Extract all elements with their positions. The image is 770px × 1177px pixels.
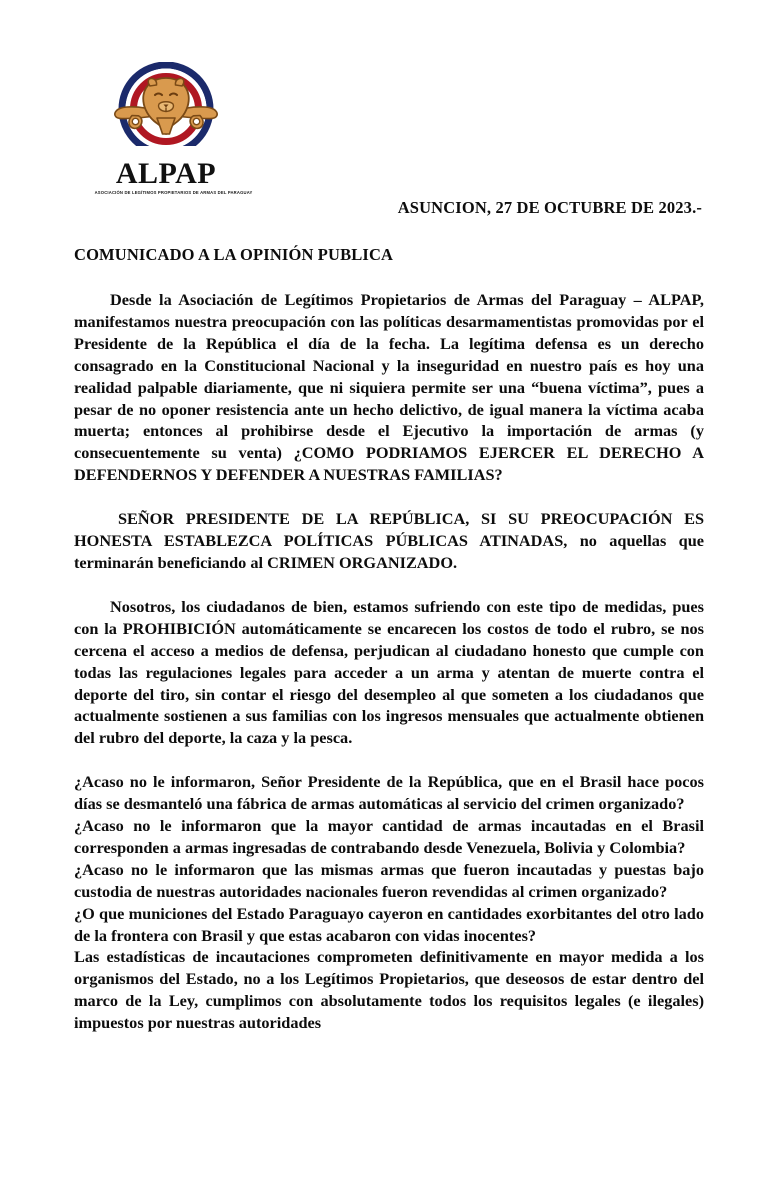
dateline: ASUNCION, 27 DE OCTUBRE DE 2023.- xyxy=(397,198,702,217)
question-4: ¿O que municiones del Estado Paraguayo cayeron en cantidades exorbitantes del otro lado de la frontera con Brasil y que estas acabaron con vidas inocentes? xyxy=(74,903,704,945)
question-1: ¿Acaso no le informaron, Señor Presidente de la República, que en el Brasil hace pocos días se desmanteló una fábrica de armas automáticas al servicio del crimen organizado? xyxy=(74,772,704,814)
alpap-logo xyxy=(107,62,225,158)
paragraph-2: SEÑOR PRESIDENTE DE LA REPÚBLICA, SI SU PREOCUPACIÓN ES HONESTA ESTABLEZCA POLÍTICAS PÚBLICAS ATINADAS, no aquellas que terminarán beneficiando al CRIMEN ORGANIZADO. xyxy=(74,509,704,572)
document-body xyxy=(74,198,704,1034)
paragraph-3: Nosotros, los ciudadanos de bien, estamos sufriendo con este tipo de medidas, pues con la PROHIBICIÓN automáticamente se encarecen los costos de todo el rubro, se nos cercena el acceso a medios de defensa, perjudican al ciudadano honesto que cumple con todas las regulaciones legales para acceder a un arma y atentan de muerte contra el deporte del tiro, sin contar el riesgo del desempleo al que someten a los ciudadanos que actualmente sostienen a sus familias con los ingresos mensuales que actualmente obtienen del rubro del deporte, la caza y la pesca. xyxy=(74,596,704,748)
question-3: ¿Acaso no le informaron que las mismas armas que fueron incautadas y puestas bajo custodia de nuestras autoridades nacionales fueron revendidas al crimen organizado? xyxy=(74,859,704,901)
logo-tagline: ASOCIACIÓN DE LEGÍTIMOS PROPIETARIOS DE ARMAS DEL PARAGUAY xyxy=(94,190,253,195)
question-2: ¿Acaso no le informaron que la mayor cantidad de armas incautadas en el Brasil corresponden a armas ingresadas de contrabando desde Venezuela, Bolivia y Colombia? xyxy=(74,816,704,857)
paragraph-1: Desde la Asociación de Legítimos Propietarios de Armas del Paraguay – ALPAP, manifestamos nuestra preocupación con las políticas desarmamentistas promovidas por el Presidente de la República el día de la fecha. La legítima defensa es un derecho consagrado en la Constitucional Nacional y la inseguridad en nuestro país es hoy una realidad palpable diariamente, que ni siquiera permite ser una “buena víctima”, pues a pesar de no oponer resistencia ante un hecho delictivo, de igual manera la víctima acaba muerta; entonces al prohibirse desde el Ejecutivo la importación de armas (y consecuentemente su venta) ¿COMO PODRIAMOS EJERCER EL DERECHO A DEFENDERNOS Y DEFENDER A NUESTRAS FAMILIAS? xyxy=(74,290,704,485)
alpap-logo-graphic xyxy=(107,62,225,158)
logo-wordmark: ALPAP xyxy=(115,157,217,190)
hands xyxy=(157,118,175,134)
questions-block xyxy=(74,771,704,946)
page-title: COMUNICADO A LA OPINIÓN PUBLICA xyxy=(74,245,394,264)
paragraph-4: Las estadísticas de incautaciones comprometen definitivamente en mayor medida a los organismos del Estado, no a los Legítimos Propietarios, que deseosos de estar dentro del marco de la Ley, cumplimos con absolutamente todos los requisitos legales (e ilegales) impuestos por nuestras autoridades xyxy=(74,947,704,1033)
letterhead xyxy=(94,62,253,195)
